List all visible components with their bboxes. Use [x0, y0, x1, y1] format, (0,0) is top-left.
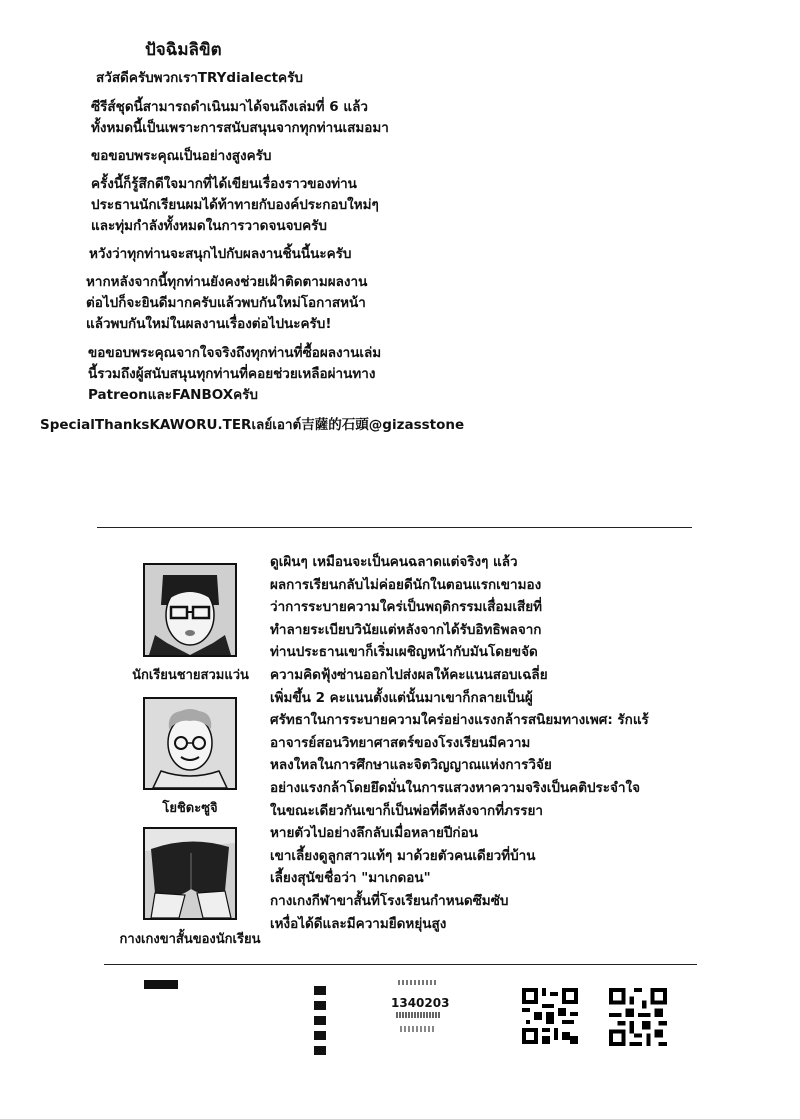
- glasses-student-portrait: [143, 563, 237, 657]
- afterword-title: ปัจฉิมลิขิต: [145, 40, 222, 60]
- afterword-paragraph-4: ครั้งนี้ก็รู้สึกดีใจมากที่ได้เขียนเรื่องราวของท่าน ประธานนักเรียนผมได้ท้าทายกับองค์ประกอบใหม่ๆ และทุ่มกำลังทั้งหมดในการวาดจนจบครับ: [91, 176, 379, 234]
- barcode-number: 1340203: [391, 996, 450, 1010]
- footer-divider: [104, 964, 697, 965]
- caption-yoshida: โยชิดะซูจิ: [162, 801, 218, 816]
- barcode-stamp: [390, 980, 450, 1044]
- afterword-paragraph-2: ซีรีส์ชุดนี้สามารถดำเนินมาได้จนถึงเล่มที่ 6 แล้ว ทั้งหมดนี้เป็นเพราะการสนับสนุนจากทุกท่านเสมอมา: [91, 99, 389, 136]
- afterword-paragraph-3: ขอขอบพระคุณเป็นอย่างสูงครับ: [91, 148, 272, 164]
- qr-code-left: [522, 988, 578, 1044]
- footer-dash-column: [314, 986, 326, 1056]
- afterword-paragraph-1: สวัสดีครับพวกเราTRYdialectครับ: [96, 70, 303, 86]
- footer-black-mark: [144, 980, 178, 989]
- afterword-paragraph-6: หากหลังจากนี้ทุกท่านยังคงช่วยเฝ้าติดตามผลงาน ต่อไปก็จะยินดีมากครับแล้วพบกันใหม่โอกาสหน้า แล้วพบกันใหม่ในผลงานเรื่องต่อไปนะครับ!: [86, 274, 368, 332]
- character-description: ดูเผินๆ เหมือนจะเป็นคนฉลาดแต่จริงๆ แล้ว ผลการเรียนกลับไม่ค่อยดีนักในตอนแรกเขามอง ว่าการระบายความใคร่เป็นพฤติกรรมเสื่อมเสียที่ ทำลายระเบียบวินัยแต่หลังจากได้รับอิทธิพลจาก ท่านประธานเขาก็เริ่มเผชิญหน้ากับมันโดยขจัด ความคิดฟุ้งซ่านออกไปส่งผลให้คะแนนสอบเฉลี่ย เพิ่มขึ้น 2 คะแนนตั้งแต่นั้นมาเขาก็กลายเป็นผู้ ศรัทธาในการระบายความใคร่อย่างแรงกล้ารสนิยมทางเพศ: รักแร้ อาจารย์สอนวิทยาศาสตร์ของโรงเรียนมีความ หลงใหลในการศึกษาและจิตวิญญาณแห่งการวิจัย อย่างแรงกล้าโดยยึดมั่นในการแสวงหาความจริงเป็นคติประจำใจ ในขณะเดียวกันเขาก็เป็นพ่อที่ดีหลังจากที่ภรรยา หายตัวไปอย่างลึกลับเมื่อหลายปีก่อน เขาเลี้ยงดูลูกสาวแท้ๆ มาด้วยตัวคนเดียวที่บ้าน เลี้ยงสุนัขชื่อว่า "มาเกดอน" กางเกงกีฬาขาสั้นที่โรงเรียนกำหนดซึมซับ เหงื่อได้ดีและมีความยืดหยุ่นสูง: [270, 554, 649, 932]
- yoshida-portrait: [143, 697, 237, 790]
- qr-code-right: [609, 988, 667, 1046]
- afterword-paragraph-5: หวังว่าทุกท่านจะสนุกไปกับผลงานชิ้นนี้นะครับ: [89, 246, 352, 262]
- afterword-paragraph-7: ขอขอบพระคุณจากใจจริงถึงทุกท่านที่ซื้อผลงานเล่ม นี้รวมถึงผู้สนับสนุนทุกท่านที่คอยช่วยเหลือผ่านทาง PatreonและFANBOXครับ: [88, 345, 382, 403]
- caption-shorts: กางเกงขาสั้นของนักเรียน: [119, 932, 261, 947]
- section-divider: [97, 527, 692, 528]
- caption-glasses-student: นักเรียนชายสวมแว่น: [132, 668, 249, 683]
- shorts-portrait: [143, 827, 237, 920]
- special-thanks: SpecialThanksKAWORU.TERเลย์เอาต์吉薩的石頭@gizasstone: [40, 417, 465, 433]
